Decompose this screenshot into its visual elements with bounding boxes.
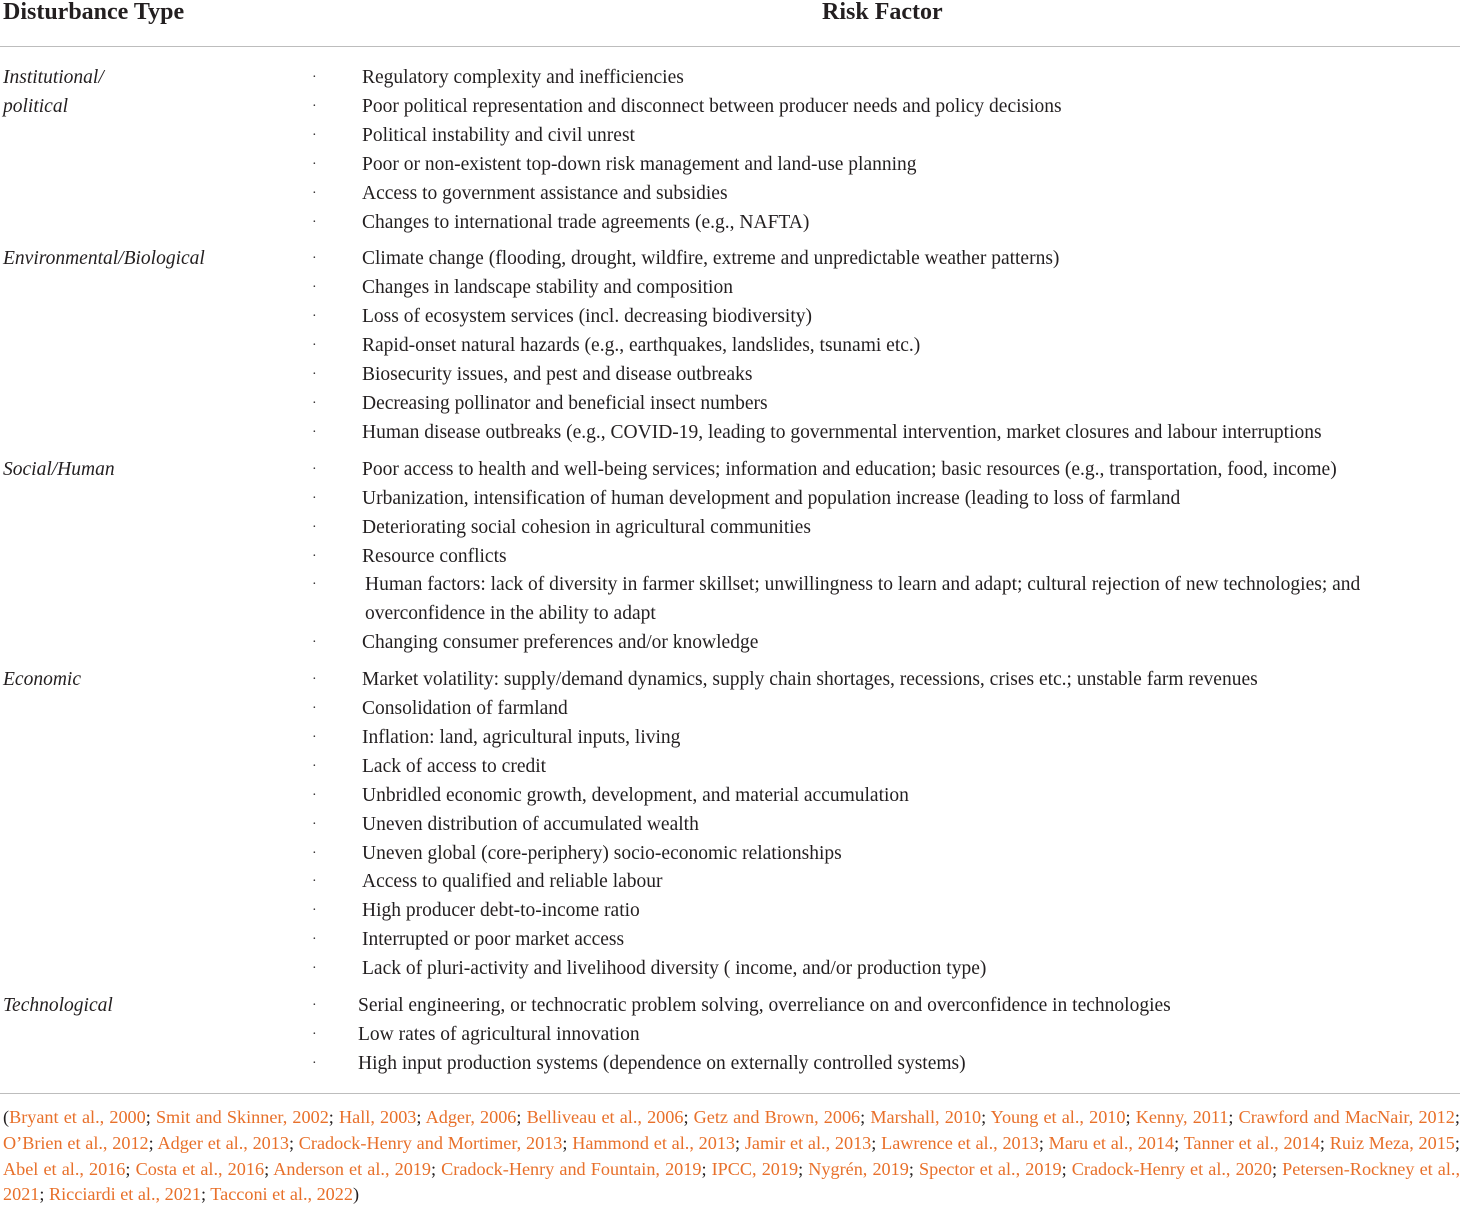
risk-factor-text: Changes to international trade agreements (e.g., NAFTA) <box>362 211 810 233</box>
reference-separator: ; <box>735 1132 745 1153</box>
reference-link[interactable]: Smit and Skinner, 2002 <box>155 1107 329 1127</box>
reference-separator: ; <box>1038 1132 1049 1153</box>
risk-factor-item <box>0 122 1460 151</box>
bullet-icon: · <box>312 672 317 688</box>
type-label-line: Technological <box>3 995 113 1017</box>
reference-link[interactable]: Jamir et al., 2013 <box>744 1132 872 1153</box>
reference-link[interactable]: Kenny, 2011 <box>1135 1107 1229 1127</box>
bullet-icon: · <box>312 367 317 383</box>
table-row-group <box>0 64 1460 237</box>
risk-factor-text: Serial engineering, or technocratic problem solving, overreliance on and overconfidence in technologies <box>358 995 1171 1017</box>
risk-factor-text: Rapid-onset natural hazards (e.g., earthquakes, landslides, tsunami etc.) <box>362 335 921 357</box>
risk-factor-text: Poor access to health and well-being services; information and education; basic resources (e.g., transportation, food, income) <box>362 458 1337 480</box>
bullet-icon: · <box>312 280 317 296</box>
reference-link[interactable]: Lawrence et al., 2013 <box>881 1132 1039 1153</box>
type-label-line: Institutional/ <box>3 67 104 88</box>
risk-factor-item <box>0 245 1460 274</box>
reference-link[interactable]: Ricciardi et al., 2021 <box>48 1184 202 1205</box>
reference-separator: ; <box>1228 1107 1239 1127</box>
reference-link[interactable]: Ruiz Meza, 2015 <box>1329 1132 1455 1153</box>
reference-link[interactable]: Tanner et al., 2014 <box>1183 1132 1320 1153</box>
table-row-group <box>0 992 1460 1079</box>
risk-factor-text: Consolidation of farmland <box>362 698 568 720</box>
bullet-icon: · <box>312 758 317 774</box>
risk-factor-item <box>0 485 1460 514</box>
reference-link[interactable]: Getz and Brown, 2006 <box>693 1107 861 1127</box>
bullet-icon: · <box>312 577 317 593</box>
risk-factor-item <box>0 543 1460 572</box>
risk-factor-text: Interrupted or poor market access <box>362 929 625 951</box>
risk-factor-item <box>0 992 1460 1021</box>
risk-factor-item <box>0 456 1460 485</box>
reference-separator: ; <box>1125 1107 1136 1127</box>
reference-link[interactable]: Maru et al., 2014 <box>1048 1132 1175 1153</box>
bullet-icon: · <box>312 1055 317 1071</box>
risk-factor-text: Inflation: land, agricultural inputs, living <box>362 726 681 748</box>
references-close-paren: ) <box>352 1184 360 1205</box>
risk-factor-text: Climate change (flooding, drought, wildfire, extreme and unpredictable weather patterns) <box>362 248 1060 270</box>
bullet-icon: · <box>312 874 317 890</box>
risk-factor-text: Loss of ecosystem services (incl. decreasing biodiversity) <box>362 306 812 328</box>
risk-factor-text: Human disease outbreaks (e.g., COVID-19, leading to governmental intervention, market closures and labour interruptions <box>362 421 1322 443</box>
type-label-line: political <box>3 95 68 117</box>
reference-link[interactable]: Costa et al., 2016 <box>135 1158 265 1179</box>
risk-factor-text: Human factors: lack of diversity in farmer skillset; unwillingness to learn and adapt; cultural rejection of new technologies; and overconfidence in the ability to adapt <box>365 574 1361 625</box>
risk-factor-text: Poor or non-existent top-down risk management and land-use planning <box>362 153 917 175</box>
bullet-icon: · <box>312 701 317 717</box>
risk-factor-text: High producer debt-to-income ratio <box>362 900 640 922</box>
bullet-icon: · <box>312 903 317 919</box>
reference-separator: ; <box>701 1158 712 1179</box>
risk-factor-item <box>0 753 1460 782</box>
table-row-group <box>0 666 1460 984</box>
risk-factor-item <box>0 514 1460 543</box>
bullet-icon: · <box>312 787 317 803</box>
risk-factor-item <box>0 1021 1460 1050</box>
bullet-icon: · <box>312 156 317 172</box>
bullet-icon: · <box>312 998 317 1014</box>
risk-factor-item <box>0 571 1460 629</box>
reference-link[interactable]: Spector et al., 2019 <box>919 1158 1062 1179</box>
bullet-icon: · <box>312 70 317 85</box>
reference-separator: ; <box>1061 1158 1072 1179</box>
column-header-disturbance-type: Disturbance Type <box>3 0 185 25</box>
bullet-icon: · <box>312 185 317 201</box>
bullet-icon: · <box>312 635 317 651</box>
reference-link[interactable]: Adger, 2006 <box>425 1107 517 1127</box>
reference-link[interactable]: Cradock-Henry and Fountain, 2019 <box>441 1158 702 1179</box>
reference-separator: ; <box>201 1184 211 1205</box>
reference-separator: ; <box>148 1132 158 1153</box>
risk-factor-text: Market volatility: supply/demand dynamics, supply chain shortages, recessions, crises etc.; unstable farm revenues <box>362 669 1258 691</box>
risk-factor-text: Lack of pluri-activity and livelihood diversity ( income, and/or production type) <box>362 958 987 980</box>
risk-factor-item <box>0 1050 1460 1079</box>
reference-separator: ; <box>683 1107 694 1127</box>
reference-link[interactable]: Hall, 2003 <box>339 1107 417 1127</box>
reference-link[interactable]: Petersen-Rockney et al., 2021 <box>3 1158 1460 1205</box>
reference-separator: ; <box>145 1107 156 1127</box>
reference-link[interactable]: Crawford and MacNair, 2012 <box>1238 1107 1455 1127</box>
risk-factor-item <box>0 955 1460 984</box>
type-label-line: Social/Human <box>3 458 115 480</box>
risk-factor-text: Uneven global (core-periphery) socio-economic relationships <box>362 842 842 864</box>
bullet-icon: · <box>312 932 317 948</box>
table-footer-divider <box>0 1093 1460 1094</box>
reference-separator: ; <box>798 1158 809 1179</box>
reference-separator: ; <box>264 1158 274 1179</box>
bullet-icon: · <box>312 127 317 143</box>
reference-separator: ; <box>908 1158 920 1179</box>
risk-factor-text: Changing consumer preferences and/or knowledge <box>362 632 759 654</box>
risk-factor-item <box>0 629 1460 658</box>
reference-link[interactable]: Young et al., 2010 <box>990 1107 1126 1127</box>
table-header <box>0 0 1460 47</box>
bullet-icon: · <box>312 461 317 477</box>
reference-separator: ; <box>288 1132 299 1153</box>
risk-factor-item <box>0 209 1460 238</box>
table-row-group <box>0 456 1460 658</box>
risk-factor-text: Resource conflicts <box>362 545 507 567</box>
risk-factor-item <box>0 151 1460 180</box>
bullet-icon: · <box>312 98 317 114</box>
reference-separator: ; <box>1271 1158 1283 1179</box>
bullet-icon: · <box>312 424 317 440</box>
reference-separator: ; <box>860 1107 871 1127</box>
risk-factor-item <box>0 926 1460 955</box>
risk-factor-item <box>0 332 1460 361</box>
risk-factor-text: Political instability and civil unrest <box>362 124 635 146</box>
risk-factor-item <box>0 303 1460 332</box>
risk-factor-item <box>0 724 1460 753</box>
reference-separator: ; <box>516 1107 527 1127</box>
bullet-icon: · <box>312 214 317 230</box>
reference-link[interactable]: IPCC, 2019 <box>711 1158 799 1179</box>
reference-separator: ; <box>1174 1132 1184 1153</box>
risk-factor-text: Deteriorating social cohesion in agricultural communities <box>362 516 811 538</box>
risk-factor-text: Urbanization, intensification of human development and population increase (leading to loss of farmland <box>362 487 1181 509</box>
risk-factor-item <box>0 666 1460 695</box>
bullet-icon: · <box>312 490 317 506</box>
risk-factor-item <box>0 361 1460 390</box>
reference-separator: ; <box>416 1107 426 1127</box>
reference-link[interactable]: O’Brien et al., 2012 <box>3 1132 149 1153</box>
bullet-icon: · <box>312 395 317 411</box>
risk-factor-text: High input production systems (dependence on externally controlled systems) <box>358 1052 966 1074</box>
risk-factor-text: Biosecurity issues, and pest and disease outbreaks <box>362 364 753 386</box>
reference-separator: ; <box>430 1158 442 1179</box>
type-label-line: Environmental/Biological <box>3 248 205 270</box>
type-label-line: Economic <box>3 669 81 691</box>
reference-link[interactable]: Cradock-Henry et al., 2020 <box>1071 1158 1272 1179</box>
bullet-icon: · <box>312 1027 317 1042</box>
reference-link[interactable]: Cradock-Henry and Mortimer, 2013 <box>298 1132 563 1153</box>
reference-separator: ; <box>39 1184 49 1205</box>
reference-separator: ; <box>981 1107 991 1127</box>
bullet-icon: · <box>312 338 317 354</box>
risk-factor-text: Low rates of agricultural innovation <box>358 1024 640 1045</box>
reference-link[interactable]: Bryant et al., 2000 <box>9 1107 146 1127</box>
bullet-icon: · <box>312 251 317 267</box>
column-header-risk-factor: Risk Factor <box>822 0 943 25</box>
risk-factor-item <box>0 64 1460 93</box>
bullet-icon: · <box>312 845 317 861</box>
risk-factor-item <box>0 274 1460 303</box>
reference-separator: ; <box>562 1132 573 1153</box>
table-body <box>0 64 1460 1079</box>
risk-factor-text: Regulatory complexity and inefficiencies <box>362 67 684 88</box>
risk-factor-item <box>0 93 1460 122</box>
bullet-icon: · <box>312 816 317 832</box>
reference-link[interactable]: Abel et al., 2016 <box>3 1158 126 1179</box>
bullet-icon: · <box>312 519 317 535</box>
reference-link[interactable]: Nygrén, 2019 <box>808 1158 909 1179</box>
table-row-group <box>0 245 1460 447</box>
risk-factor-item <box>0 840 1460 869</box>
reference-separator: ; <box>1319 1132 1330 1153</box>
reference-link[interactable]: Marshall, 2010 <box>870 1107 982 1127</box>
bullet-icon: · <box>312 729 317 745</box>
reference-link[interactable]: Anderson et al., 2019 <box>273 1158 431 1179</box>
reference-link[interactable]: Adger et al., 2013 <box>157 1132 289 1153</box>
risk-factor-item <box>0 419 1460 448</box>
reference-separator: ; <box>125 1158 136 1179</box>
risk-factor-text: Decreasing pollinator and beneficial insect numbers <box>362 392 768 414</box>
risk-factor-text: Access to government assistance and subsidies <box>362 182 728 204</box>
risk-factor-item <box>0 811 1460 840</box>
risk-factor-text: Unbridled economic growth, development, and material accumulation <box>362 784 909 806</box>
risk-factor-text: Lack of access to credit <box>362 755 547 777</box>
reference-link[interactable]: Belliveau et al., 2006 <box>526 1107 684 1127</box>
risk-factor-text: Poor political representation and disconnect between producer needs and policy decisions <box>362 95 1062 117</box>
bullet-icon: · <box>312 309 317 325</box>
reference-link[interactable]: Hammond et al., 2013 <box>572 1132 736 1153</box>
risk-factor-item <box>0 782 1460 811</box>
reference-separator: ; <box>328 1107 339 1127</box>
risk-factor-text: Changes in landscape stability and composition <box>362 277 733 299</box>
risk-factor-text: Uneven distribution of accumulated wealth <box>362 813 699 835</box>
risk-factor-text: Access to qualified and reliable labour <box>362 871 663 893</box>
bullet-icon: · <box>312 961 317 977</box>
risk-factor-item <box>0 868 1460 897</box>
risk-factor-item <box>0 180 1460 209</box>
reference-separator: ; <box>871 1132 882 1153</box>
reference-separator: ; <box>1454 1132 1460 1153</box>
risk-factor-item <box>0 897 1460 926</box>
risk-factor-item <box>0 390 1460 419</box>
reference-separator: ; <box>1454 1107 1460 1127</box>
references-open-paren: ( <box>3 1107 10 1127</box>
risk-factor-item <box>0 695 1460 724</box>
bullet-icon: · <box>312 548 317 564</box>
reference-link[interactable]: Tacconi et al., 2022 <box>210 1184 353 1205</box>
references-paragraph <box>3 1105 1460 1208</box>
